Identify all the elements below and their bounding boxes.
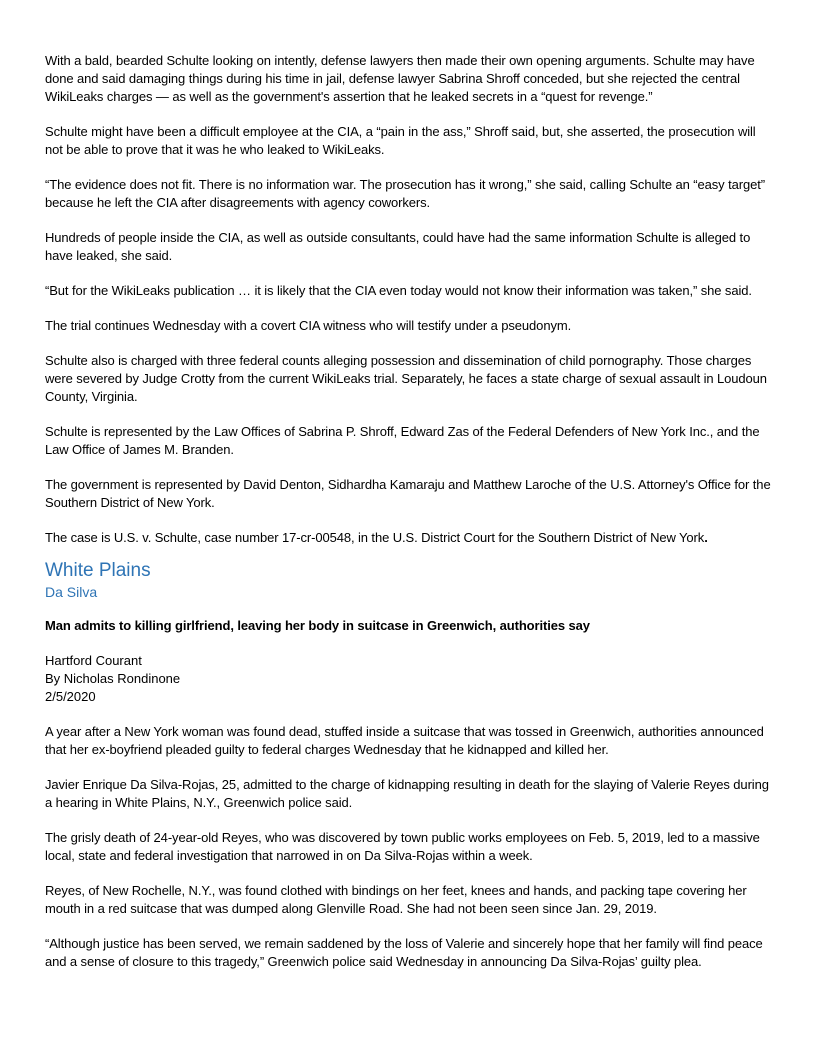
article-paragraph: “Although justice has been served, we remain saddened by the loss of Valerie and sincerely hope that her family will find peace and a sense of closure to this tragedy,” Greenwich police said Wednesday in announcing Da Silva-Rojas’ guilty plea. <box>45 936 763 969</box>
section-subheading: Da Silva <box>45 584 98 600</box>
article-paragraph: A year after a New York woman was found dead, stuffed inside a suitcase that was tossed in Greenwich, authorities announced that her ex-boyfriend pleaded guilty to federal charges Wednesday that he kidnapped and killed her. <box>45 724 764 757</box>
article-byline <box>45 652 773 706</box>
body-paragraph: Schulte is represented by the Law Offices of Sabrina P. Shroff, Edward Zas of the Federal Defenders of New York Inc., and the Law Office of James M. Branden. <box>45 424 760 457</box>
body-paragraph: Schulte might have been a difficult employee at the CIA, a “pain in the ass,” Shroff said, but, she asserted, the prosecution will not be able to prove that it was he who leaked to WikiLeaks. <box>45 124 756 157</box>
article-headline: Man admits to killing girlfriend, leaving her body in suitcase in Greenwich, authorities say <box>45 618 590 633</box>
case-info-paragraph <box>45 529 773 547</box>
article-date: 2/5/2020 <box>45 689 96 704</box>
section-heading: White Plains <box>45 560 151 581</box>
article-paragraph: The grisly death of 24-year-old Reyes, who was discovered by town public works employees on Feb. 5, 2019, led to a massive local, state and federal investigation that narrowed in on Da Silva-Rojas within a week. <box>45 830 760 863</box>
article-paragraph: Reyes, of New Rochelle, N.Y., was found clothed with bindings on her feet, knees and hands, and packing tape covering her mouth in a red suitcase that was dumped along Glenville Road. She had not been seen since Jan. 29, 2019. <box>45 883 747 916</box>
case-info-terminal: . <box>704 530 708 545</box>
article-paragraph: Javier Enrique Da Silva-Rojas, 25, admitted to the charge of kidnapping resulting in death for the slaying of Valerie Reyes during a hearing in White Plains, N.Y., Greenwich police said. <box>45 777 769 810</box>
body-paragraph: With a bald, bearded Schulte looking on intently, defense lawyers then made their own opening arguments. Schulte may have done and said damaging things during his time in jail, defense lawyer Sabrina Shroff conceded, but she rejected the central WikiLeaks charges — as well as the government's assertion that he leaked secrets in a “quest for revenge.” <box>45 53 755 104</box>
body-paragraph: “But for the WikiLeaks publication … it is likely that the CIA even today would not know their information was taken,” she said. <box>45 283 752 298</box>
body-paragraph: The government is represented by David Denton, Sidhardha Kamaraju and Matthew Laroche of the U.S. Attorney's Office for the Southern District of New York. <box>45 477 771 510</box>
article-author: By Nicholas Rondinone <box>45 671 181 686</box>
article-source: Hartford Courant <box>45 653 142 668</box>
body-paragraph: Schulte also is charged with three federal counts alleging possession and dissemination of child pornography. Those charges were severed by Judge Crotty from the current WikiLeaks trial. Separately, he faces a state charge of sexual assault in Loudoun County, Virginia. <box>45 353 767 404</box>
body-paragraph: “The evidence does not fit. There is no information war. The prosecution has it wrong,” she said, calling Schulte an “easy target” because he left the CIA after disagreements with agency coworkers. <box>45 177 765 210</box>
body-paragraph: The trial continues Wednesday with a covert CIA witness who will testify under a pseudonym. <box>45 318 572 333</box>
document-page <box>45 52 773 988</box>
case-info-text: The case is U.S. v. Schulte, case number 17-cr-00548, in the U.S. District Court for the Southern District of New York <box>45 530 705 545</box>
body-paragraph: Hundreds of people inside the CIA, as well as outside consultants, could have had the same information Schulte is alleged to have leaked, she said. <box>45 230 751 263</box>
